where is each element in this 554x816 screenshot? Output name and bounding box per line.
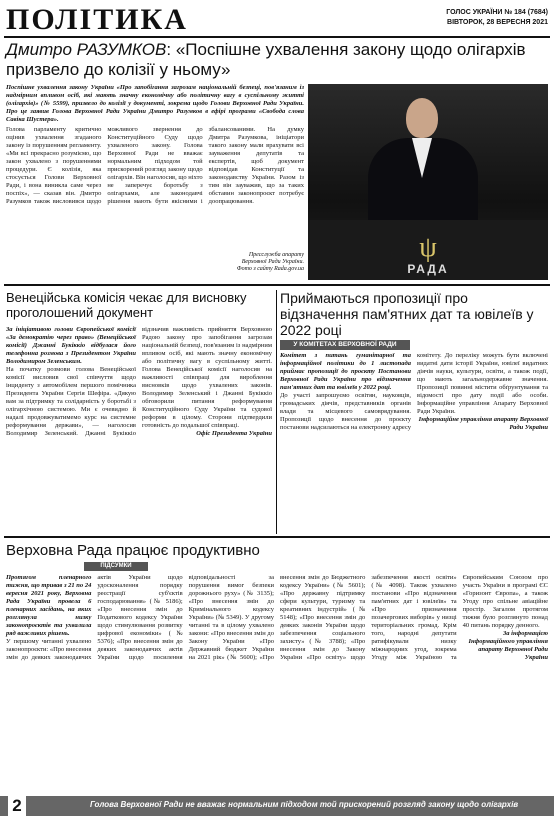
memorial-headline: Приймаються пропозиції про відзначення пам'ятних дат та ювілеїв у 2022 році: [280, 290, 534, 338]
issue-date: ВІВТОРОК, 28 ВЕРЕСНЯ 2021: [447, 19, 548, 26]
speaker-head: [406, 98, 438, 138]
lead-signature: Пресслужба апарату Верховної Ради України. Фото з сайту Rada.gov.ua: [236, 252, 304, 272]
venice-paragraph: На початку розмови голова Венеційської комісії висловив свої співчуття щодо інциденту з автомобілем першого помічника Президента України Сергія Шефіра. «Дякую вам за підтримку та солідарність у боротьбі з олігархічною системою. Ми є очевидно й надалі продовжуватимемо курс на системне реформування держави», — наголосив Володимир Зеленський. Джанні Букіккіо відзначив важливість прийняття Верховною Радою закону про запобігання загрозам національній безпеці, пов'язаним із надмірним впливом осіб, які мають значну економічну або політичну вагу в суспільному житті. Голова Венеційської комісії наголосив на важливості співпраці для вироблення висновків щодо ухвалених законів. Володимир Зеленський і Джанні Букіккіо обговорили питання реформування Конституційного Суду України та судової реформи в цілому. Сторони підтвердили готовність до подальшої співпраці.: [6, 326, 272, 437]
speaker-photo: [308, 84, 548, 280]
plenary-paragraph: У першому читанні ухвалено законопроєкти: «Про внесення змін до деяких законодавчих актів України щодо удосконалення порядку реєстрації суб'єктів господарювання» (№ 5186); «Про внесення змін до Податкового кодексу України щодо стимулювання розвитку цифрової економіки» (№ 5376); «Про внесення змін до деяких законодавчих актів України щодо посилення відповідальності за порушення вимог безпеки дорожнього руху» (№ 3135); «Про внесення змін до Кримінального кодексу України» (№ 5349). У другому читанні та в цілому ухвалено закони: «Про внесення змін до Закону України «Про Державний бюджет України на 2021 рік» (№ 5600); «Про внесення змін до Бюджетного кодексу України» (№ 5601); «Про державну підтримку сфери культури, туризму та креативних індустрій» (№ 5148); «Про внесення змін до деяких законів України щодо забезпечення соціального захисту» (№ 3788); «Про внесення змін до Закону України «Про освіту» щодо забезпечення якості освіти» (№ 4098). Також ухвалено постанови «Про відзначення пам'ятних дат і ювілеїв» та «Про призначення позачергових виборів» у низці територіальних громад. Крім того, народні депутати ратифікували низку міжнародних угод, зокрема Угоду між Україною та Європейським Союзом про участь України в програмі ЄС «Горизонт Європа», а також Угоду про спільне авіаційне простір. Загалом протягом тижня було розглянуто понад 40 питань порядку денного.: [6, 574, 548, 661]
issue-meta: [446, 8, 548, 28]
memorial-paragraph: До участі запрошуємо освітян, науковців, громадських діячів, представників органів влади та місцевого самоврядування. Пропозиції щодо внесення до проєкту постанови надсилаються на електронну адресу комітету. До переліку можуть бути включені видатні дати історії України, ювілеї видатних діячів науки, культури, освіти, а також події, що мають загальнодержавне значення. Пропозиції повинні містити обґрунтування та відомості про дату події або особи. Інформаційне управління Апарату Верховної Ради України.: [280, 352, 548, 431]
memorial-article: [280, 352, 548, 532]
page-footer: [0, 796, 554, 816]
memorial-text: [280, 352, 548, 432]
lead-headline-text: : «Поспішне ухвалення закону щодо олігархів призвело до колізії у ньому»: [6, 40, 526, 79]
podium-caption: РАДА: [407, 262, 449, 276]
lead-article: [6, 84, 304, 244]
plenary-headline: Верховна Рада працює продуктивно: [6, 542, 260, 559]
lead-paragraph: Голова парламенту критично оцінив ухвалення згаданого закону із порушенням регламенту. «Ми всі прекрасно розуміємо, що закон ухвалено з порушеннями процедури. Є колізія, яка стосується Голови Верховної Ради, і вона виникла саме через поспіх», — сказав він. Дмитро Разумков також висловився щодо можливого звернення до Конституційного Суду щодо ухваленого закону. Голова Верховної Ради не вважає нормальним підходом той прискорений розгляд закону щодо олігархів. Він наголосив, що ніхто не заперечує боротьбу з олігархами, але законодавчі рішення мають бути якісними і збалансованими. На думку Дмитра Разумкова, ініціатори такого закону мали врахувати всі зауваження депутатів та експертів, щоб документ відповідав Конституції та законодавству України. Разом із тим він зауважив, що за таких обставин законопроєкт потребує доопрацювання.: [6, 126, 304, 205]
memorial-badge: У КОМІТЕТАХ ВЕРХОВНОЇ РАДИ: [280, 340, 410, 350]
plenary-article: [6, 574, 548, 792]
plenary-badge: ПІДСУМКИ: [84, 562, 148, 571]
column-divider: [276, 290, 277, 534]
plenary-intro: Протягом пленарного тижня, що тривав з 21 по 24 вересня 2021 року, Верховна Рада України провела 6 пленарних засідань, на яких розглянула низку законопроєктів та ухвалила ряд важливих рішень.: [6, 574, 92, 637]
section-rubric: ПОЛІТИКА: [6, 3, 188, 36]
lead-text: [6, 126, 304, 206]
memorial-signature: Інформаційне управління апарату Верховної Ради України: [418, 416, 548, 431]
lead-author: Дмитро РАЗУМКОВ: [6, 40, 167, 59]
venice-text: [6, 326, 272, 438]
lead-intro: Поспішне ухвалення закону України «Про запобігання загрозам національній безпеці, пов'язаним із надмірним впливом осіб, які мають значну економічну або політичну вагу в суспільному житті (олігархів)» (№ 5599), призвело до колізії у документі, зокрема щодо Голови Верховної Ради України. Про це заявив Голова Верховної Ради України Дмитро Разумков в ефірі програми «Свобода слова Савіка Шустера».: [6, 84, 304, 123]
venice-intro: За ініціативою голови Європейської комісії «За демократію через право» (Венеційської комісії) Джанні Букіккіо відбулася його телефонна розмова з Президентом України Володимиром Зеленським.: [6, 326, 136, 365]
footer-slogan: Голова Верховної Ради не вважає нормальним підходом той прискорений розгляд закону щодо олігархів: [90, 800, 519, 809]
masthead: [4, 4, 550, 38]
venice-signature: Офіс Президента України: [196, 430, 272, 437]
lead-headline: [6, 40, 546, 80]
page-number: 2: [8, 796, 26, 816]
plenary-signature: За інформацією Інформаційного управління апарату Верховної Ради України: [468, 630, 548, 661]
section-divider: [4, 284, 550, 286]
venice-headline: Венеційська комісія чекає для висновку проголошений документ: [6, 290, 247, 320]
section-divider: [4, 536, 550, 538]
plenary-text: [6, 574, 548, 662]
venice-article: [6, 326, 272, 532]
memorial-intro: Комітет з питань гуманітарної та інформаційної політики до 1 листопада приймає пропозиції до проєкту Постанови Верховної Ради України про відзначення пам'ятних дат та ювілеїв у 2022 році.: [280, 352, 411, 391]
issue-number: ГОЛОС УКРАЇНИ № 184 (7684): [446, 9, 548, 16]
trident-icon: ψ: [419, 232, 437, 263]
